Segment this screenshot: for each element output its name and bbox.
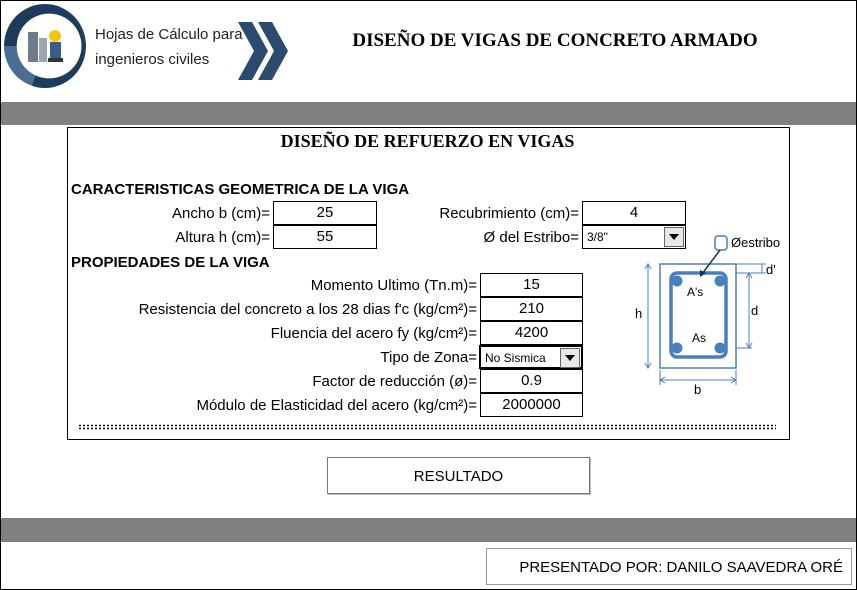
properties-section-title: PROPIEDADES DE LA VIGA	[71, 254, 270, 271]
logo-line2: ingenieros civiles	[95, 51, 210, 68]
top-divider-bar	[1, 102, 856, 125]
factor-input[interactable]: 0.9	[480, 369, 583, 393]
momento-input[interactable]: 15	[480, 273, 583, 297]
logo-text	[95, 22, 243, 72]
d-prime-label: d'	[766, 262, 776, 277]
logo-line1: Hojas de Cálculo para	[95, 26, 243, 43]
estribo-label: Ø del Estribo=	[483, 229, 579, 246]
d-label: d	[751, 303, 759, 318]
recubrimiento-label: Recubrimiento (cm)=	[439, 205, 579, 222]
fy-input[interactable]: 4200	[480, 321, 583, 345]
dotted-separator	[78, 424, 776, 430]
dropdown-arrow-icon[interactable]	[560, 348, 580, 368]
estribo-select-value: 3/8"	[587, 230, 608, 244]
bottom-divider-bar	[1, 518, 856, 542]
ancho-input[interactable]: 25	[273, 201, 377, 225]
recubrimiento-input[interactable]: 4	[582, 201, 686, 225]
fy-label: Fluencia del acero fy (kg/cm²)=	[270, 325, 477, 342]
presented-by-label: PRESENTADO POR: DANILO SAAVEDRA ORÉ	[486, 548, 852, 585]
modulo-input[interactable]: 2000000	[480, 393, 583, 417]
engineer-icon	[22, 22, 68, 68]
zona-select[interactable]	[479, 345, 583, 369]
resultado-button[interactable]: RESULTADO	[327, 457, 590, 494]
chevron-right-icon	[238, 22, 288, 85]
altura-input[interactable]: 55	[273, 225, 377, 249]
geometry-section-title: CARACTERISTICAS GEOMETRICA DE LA VIGA	[71, 181, 410, 198]
b-label: b	[694, 382, 702, 397]
as-label: As	[692, 331, 707, 345]
altura-label: Altura h (cm)=	[175, 229, 270, 246]
h-label: h	[635, 306, 643, 321]
fc-input[interactable]: 210	[480, 297, 583, 321]
ancho-label: Ancho b (cm)=	[172, 205, 270, 222]
beam-section-diagram	[620, 230, 820, 400]
zona-label: Tipo de Zona=	[380, 349, 477, 366]
app-title: DISEÑO DE VIGAS DE CONCRETO ARMADO	[352, 30, 758, 51]
factor-label: Factor de reducción (ø)=	[312, 373, 477, 390]
zona-select-value: No Sismica	[485, 351, 546, 365]
momento-label: Momento Ultimo (Tn.m)=	[310, 277, 477, 294]
fc-label: Resistencia del concreto a los 28 dias f'c (kg/cm²)=	[138, 301, 477, 318]
as-prime-label: A's	[687, 285, 704, 299]
modulo-label: Módulo de Elasticidad del acero (kg/cm²)=	[196, 397, 477, 414]
panel-title: DISEÑO DE REFUERZO EN VIGAS	[280, 131, 575, 151]
estribo-diagram-label: Øestribo	[731, 235, 781, 250]
